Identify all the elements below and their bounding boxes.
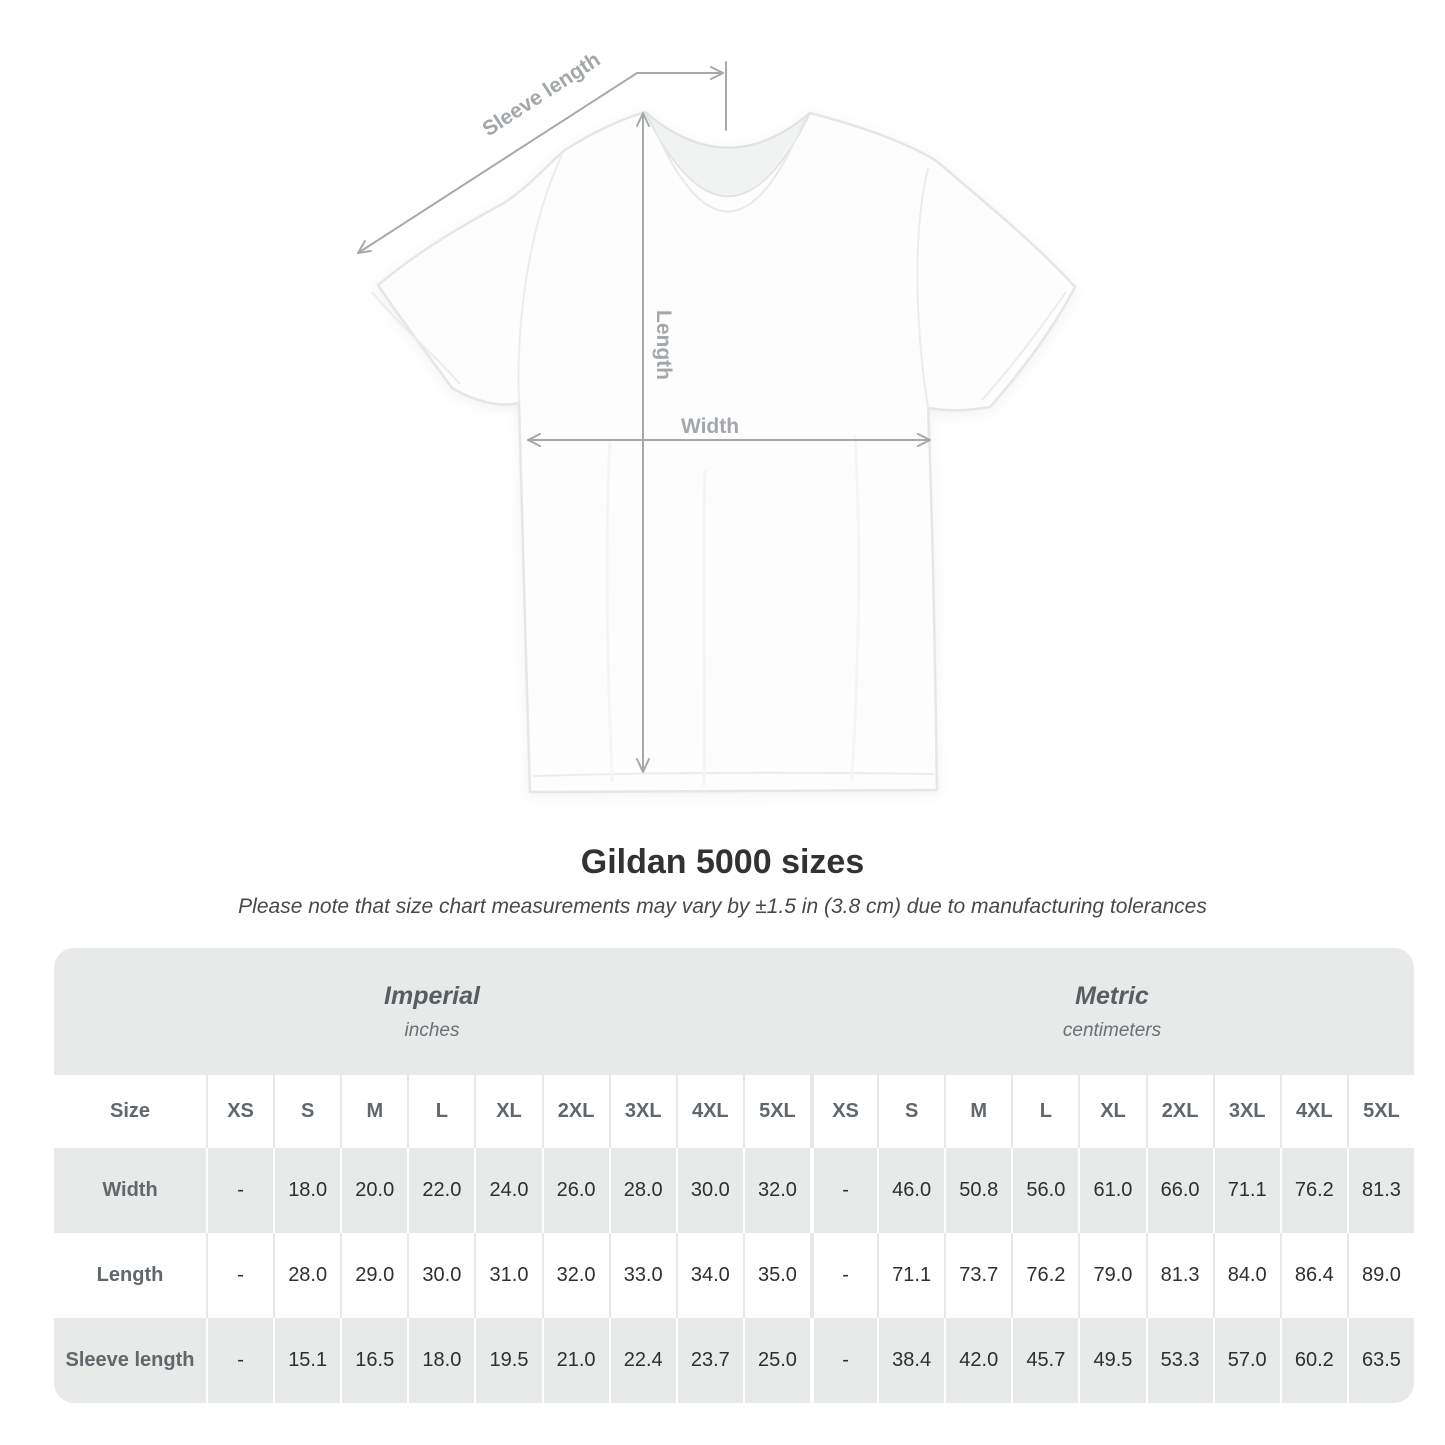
page-title: Gildan 5000 sizes xyxy=(580,843,865,881)
metric-section-header xyxy=(810,948,1414,1075)
measurement-cell: 30.0 xyxy=(407,1233,474,1318)
size-header: 5XL xyxy=(743,1075,810,1148)
measurement-cell: 28.0 xyxy=(273,1233,340,1318)
measurement-cell: 22.0 xyxy=(407,1148,474,1233)
size-header: 3XL xyxy=(1213,1075,1280,1148)
measurement-cell: - xyxy=(810,1148,877,1233)
measurement-cell: - xyxy=(810,1233,877,1318)
measurement-cell: 29.0 xyxy=(340,1233,407,1318)
measurement-cell: 42.0 xyxy=(944,1318,1011,1403)
measurement-cell: - xyxy=(206,1233,273,1318)
table-row-length xyxy=(54,1233,1414,1318)
measurement-cell: 32.0 xyxy=(743,1148,810,1233)
measurement-cell: 63.5 xyxy=(1347,1318,1414,1403)
size-header: 4XL xyxy=(676,1075,743,1148)
measurement-cell: 57.0 xyxy=(1213,1318,1280,1403)
measurement-cell: 76.2 xyxy=(1011,1233,1078,1318)
size-header: XS xyxy=(206,1075,273,1148)
table-row-width xyxy=(54,1148,1414,1233)
measurement-cell: - xyxy=(810,1318,877,1403)
measurement-cell: 32.0 xyxy=(542,1233,609,1318)
measurement-cell: 16.5 xyxy=(340,1318,407,1403)
width-label: Width xyxy=(680,415,740,438)
measurement-cell: 56.0 xyxy=(1011,1148,1078,1233)
measurement-cell: 60.2 xyxy=(1280,1318,1347,1403)
size-header: M xyxy=(340,1075,407,1148)
measurement-cell: 89.0 xyxy=(1347,1233,1414,1318)
size-header: S xyxy=(877,1075,944,1148)
measurement-cell: 45.7 xyxy=(1011,1318,1078,1403)
size-header: 4XL xyxy=(1280,1075,1347,1148)
imperial-section-header xyxy=(54,948,810,1075)
measurement-cell: 24.0 xyxy=(474,1148,541,1233)
size-header: XS xyxy=(810,1075,877,1148)
measurement-cell: 71.1 xyxy=(1213,1148,1280,1233)
tshirt-graphic xyxy=(372,112,1075,792)
sleeve-length-label: Sleeve length xyxy=(478,48,605,142)
measurement-cell: 35.0 xyxy=(743,1233,810,1318)
measurement-cell: 73.7 xyxy=(944,1233,1011,1318)
measurement-cell: 30.0 xyxy=(676,1148,743,1233)
measurement-cell: 26.0 xyxy=(542,1148,609,1233)
measurement-cell: 33.0 xyxy=(609,1233,676,1318)
heading-block xyxy=(0,843,1445,919)
measurement-cell: 81.3 xyxy=(1146,1233,1213,1318)
measurement-cell: 28.0 xyxy=(609,1148,676,1233)
size-header: 3XL xyxy=(609,1075,676,1148)
measurement-cell: 79.0 xyxy=(1078,1233,1145,1318)
metric-section-unit: centimeters xyxy=(1062,1019,1162,1041)
size-header: 5XL xyxy=(1347,1075,1414,1148)
measurement-cell: 22.4 xyxy=(609,1318,676,1403)
measurement-cell: 46.0 xyxy=(877,1148,944,1233)
table-row-sleeve-length xyxy=(54,1318,1414,1403)
measurement-cell: - xyxy=(206,1318,273,1403)
row-label: Length xyxy=(54,1233,206,1318)
measurement-cell: 34.0 xyxy=(676,1233,743,1318)
unit-band-row xyxy=(54,948,1414,1075)
measurement-cell: 18.0 xyxy=(407,1318,474,1403)
measurement-cell: 38.4 xyxy=(877,1318,944,1403)
size-header: 2XL xyxy=(542,1075,609,1148)
length-label: Length xyxy=(652,310,675,380)
size-header: L xyxy=(407,1075,474,1148)
row-label: Width xyxy=(54,1148,206,1233)
measurement-cell: 21.0 xyxy=(542,1318,609,1403)
measurement-cell: 20.0 xyxy=(340,1148,407,1233)
measurement-cell: 86.4 xyxy=(1280,1233,1347,1318)
size-column-header: Size xyxy=(54,1075,206,1148)
measurement-cell: 25.0 xyxy=(743,1318,810,1403)
measurement-cell: 50.8 xyxy=(944,1148,1011,1233)
measurement-cell: 53.3 xyxy=(1146,1318,1213,1403)
tolerance-note: Please note that size chart measurements may vary by ±1.5 in (3.8 cm) due to manufacturing tolerances xyxy=(238,895,1207,918)
measurement-cell: - xyxy=(206,1148,273,1233)
size-header: S xyxy=(273,1075,340,1148)
measurement-cell: 18.0 xyxy=(273,1148,340,1233)
measurement-cell: 49.5 xyxy=(1078,1318,1145,1403)
measurement-cell: 76.2 xyxy=(1280,1148,1347,1233)
measurement-cell: 19.5 xyxy=(474,1318,541,1403)
measurement-cell: 81.3 xyxy=(1347,1148,1414,1233)
imperial-section-unit: inches xyxy=(404,1019,460,1041)
measurement-cell: 84.0 xyxy=(1213,1233,1280,1318)
size-chart-table xyxy=(54,948,1414,1403)
measurement-cell: 15.1 xyxy=(273,1318,340,1403)
row-label: Sleeve length xyxy=(54,1318,206,1403)
measurement-cell: 71.1 xyxy=(877,1233,944,1318)
measurement-cell: 31.0 xyxy=(474,1233,541,1318)
metric-section-name: Metric xyxy=(1075,981,1149,1010)
measurement-cell: 66.0 xyxy=(1146,1148,1213,1233)
imperial-section-name: Imperial xyxy=(384,981,480,1010)
size-header: XL xyxy=(474,1075,541,1148)
size-header: XL xyxy=(1078,1075,1145,1148)
measurement-cell: 23.7 xyxy=(676,1318,743,1403)
size-header: 2XL xyxy=(1146,1075,1213,1148)
size-header: M xyxy=(944,1075,1011,1148)
measurement-cell: 61.0 xyxy=(1078,1148,1145,1233)
size-header-row xyxy=(54,1075,1414,1148)
size-header: L xyxy=(1011,1075,1078,1148)
